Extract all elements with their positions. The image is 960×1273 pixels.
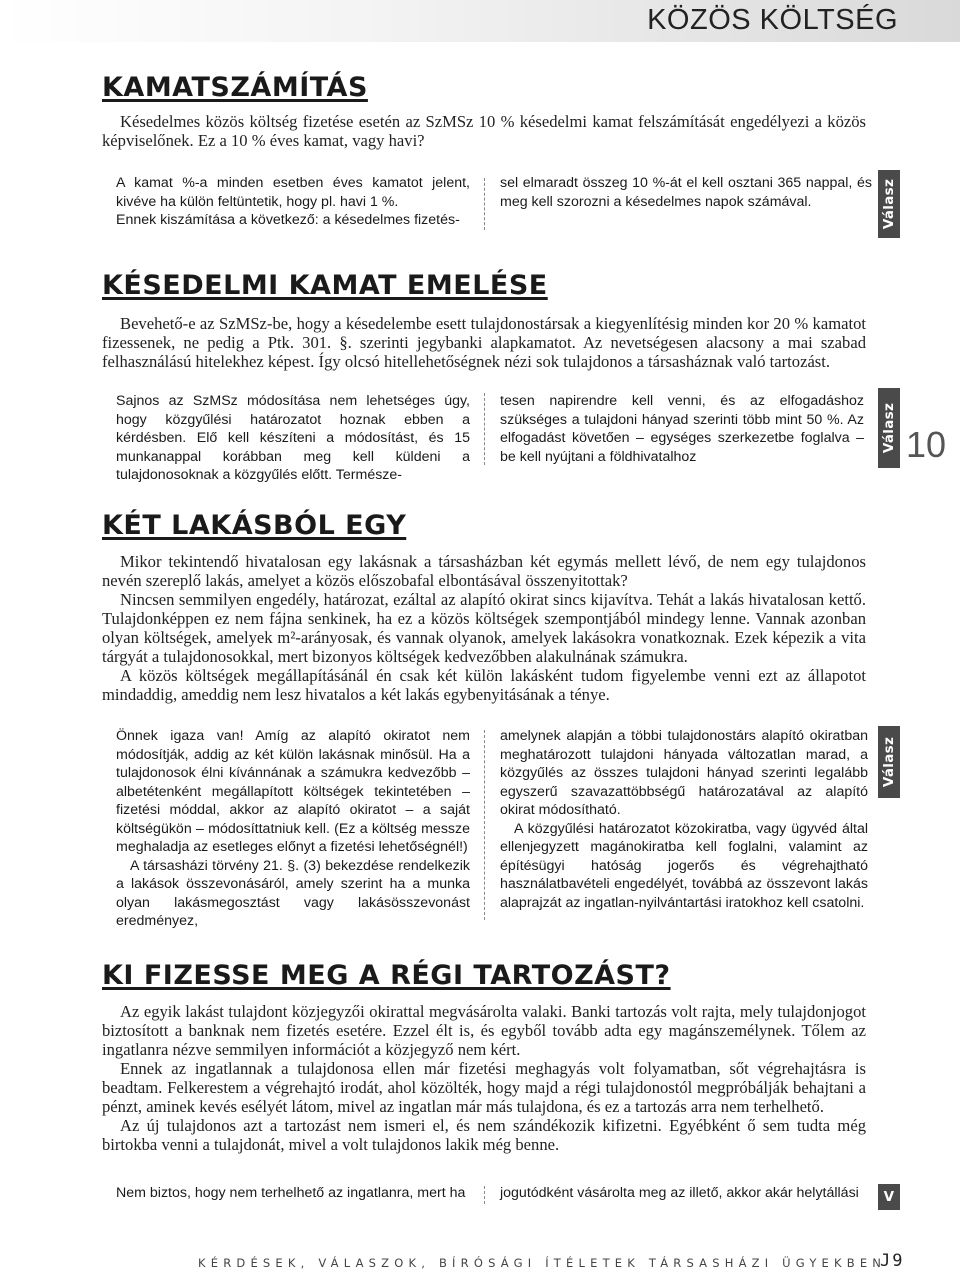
answer-paragraph: Nem biztos, hogy nem terhelhető az ingatlanra, mert ha — [116, 1185, 466, 1201]
answer-left-regi-tartozas — [116, 1184, 476, 1203]
footer-book-title: KÉRDÉSEK, VÁLASZOK, BÍRÓSÁGI ÍTÉLETEK TÁRSASHÁZI ÜGYEKBEN — [198, 1256, 887, 1270]
answer-left-kamatszamitas — [116, 174, 470, 230]
question-kesedelmi-kamat — [102, 314, 866, 371]
answer-paragraph: sel elmaradt összeg 10 %-át el kell osztani 365 nappal, és meg kell szorozni a késedelmes napok számával. — [500, 175, 872, 210]
page-number: J9 — [880, 1251, 905, 1271]
question-regi-tartozas — [102, 1002, 866, 1154]
question-kamatszamitas — [102, 112, 866, 150]
valasz-tab-short — [878, 1184, 900, 1210]
question-paragraph: Mikor tekintendő hivatalosan egy lakásnak a társasházban két egymás mellett lévő, de nem egy tulajdonos nevén szereplő lakás, amelyet a közös előszobafal elbontásával összenyitottak? — [102, 552, 866, 590]
answer-paragraph: jogutódként vásárolta meg az illető, akkor akár helytállási — [500, 1185, 859, 1201]
question-paragraph: Nincsen semmilyen engedély, határozat, ezáltal az alapító okirat sincs kijavítva. Tehát a lakás hivatalosan kettő. Tulajdonképpen ez nem fájna senkinek, ha ez a közös költségek szempontjából mindegy lenne. Vannak azonban olyan költségek, amelyek m²-arányosak, és vannak olyanok, amelyek lakásokra vonatkoznak. Ezek képezik a vita tárgyát a tulajdonosokkal, mert bizonyos költségek kedvezőbben alakulnának számukra. — [102, 590, 866, 666]
valasz-tab-label: Válasz — [881, 736, 897, 788]
valasz-tab — [878, 388, 900, 468]
answer-paragraph: Ennek kiszámítása a következő: a késedelmes fizetés- — [116, 212, 460, 228]
column-divider — [484, 178, 485, 230]
answer-right-kamatszamitas — [500, 174, 872, 211]
answer-paragraph: Önnek igaza van! Amíg az alapító okiratot nem módosítják, addig az két külön lakásnak minősül. Ha a tulajdonosok élni kívánnának a számukra kedvezőbb – albetétenként megállapított költségek tekintetében – fizetési móddal, akkor az alapító okiratot – a saját költségükön – módosíttatniuk kell. (Ez a költség messze meghaladja az esetleges előnyt a fizetési lehetőségnél!) — [116, 728, 470, 855]
question-paragraph: A közös költségek megállapításánál én csak két külön lakásként tudom figyelembe venni ezt az állapotot mindaddig, ameddig nem lesz hivatalos a két lakás egybenyitásának a ténye. — [102, 666, 866, 704]
question-paragraph: Bevehető-e az SzMSz-be, hogy a késedelembe esett tulajdonostársak a kiegyenlítésig minden kor 20 % kamatot fizessenek, ne pedig a Ptk. 301. §. szerinti jegybanki alapkamatot. Az nevetségesen alacsony a mai szabad felhasználású hitelekhez képest. Így olcsó hitellehetőségnek nézi sok tulajdonos a társasháznak való tartozást. — [102, 314, 866, 371]
section-heading-kesedelmi-kamat: KÉSEDELMI KAMAT EMELÉSE — [102, 270, 548, 301]
question-paragraph: Ennek az ingatlannak a tulajdonosa ellen már fizetési meghagyás volt folyamatban, sőt végrehajtásra is beadtam. Felkerestem a végrehajtó irodát, ahol közölték, hogy majd a régi tulajdonostól megpróbálják behajtani a pénzt, aminek kevés esélyét látom, mivel az ingatlan már más tulajdona, és ez a tartozás arra nem terhelhető. — [102, 1059, 866, 1116]
answer-paragraph: A közgyűlési határozatot közokiratba, vagy ügyvéd által ellenjegyzett magánokiratba kell foglalni, valamint az építésügyi hatóság jogerős és végrehajtható használatbavételi engedélyét, továbbá az összevont lakás alaprajzát az ingatlan-nyilvántartási iratokhoz kell csatolni. — [500, 820, 868, 911]
valasz-tab-label: Válasz — [881, 402, 897, 454]
side-page-number: 10 — [906, 424, 947, 465]
valasz-tab — [878, 726, 900, 798]
column-divider — [484, 393, 485, 465]
section-heading-regi-tartozas: KI FIZESSE MEG A RÉGI TARTOZÁST? — [102, 960, 671, 991]
question-paragraph: Késedelmes közös költség fizetése esetén az SzMSz 10 % késedelmi kamat felszámítását engedélyezi a közös képviselőnek. Ez a 10 % éves kamat, vagy havi? — [102, 112, 866, 150]
question-paragraph: Az új tulajdonos azt a tartozást nem ismeri el, és nem szándékozik kifizetni. Egyébként ő sem tudta még birtokba venni a tulajdonát, mivel a volt tulajdonos lakik még benne. — [102, 1116, 866, 1154]
answer-paragraph: Sajnos az SzMSz módosítása nem lehetséges úgy, hogy közgyűlési határozatot hoznak ebben a kérdésben. Elő kell készíteni a módosítást, és 15 munkanappal korábban meg kell küldeni a tulajdonosoknak a közgyűlés előtt. Természe- — [116, 393, 470, 483]
section-heading-ket-lakasbol-egy: KÉT LAKÁSBÓL EGY — [102, 510, 407, 541]
question-paragraph: Az egyik lakást tulajdont közjegyzői okirattal megvásárolta valaki. Banki tartozás volt rajta, mely tulajdonjogot biztosított a banknak nem fizetés esetére. Ezzel élt is, és egyből tovább adta egy magánszemélynek. Tőlem az ingatlanra nézve semmilyen információt a közjegyző nem kért. — [102, 1002, 866, 1059]
answer-right-ket-lakasbol-egy — [500, 727, 868, 912]
page-header-title: KÖZÖS KÖLTSÉG — [647, 4, 898, 36]
section-heading-kamatszamitas: KAMATSZÁMÍTÁS — [102, 72, 368, 103]
answer-left-ket-lakasbol-egy — [116, 727, 470, 931]
valasz-tab — [878, 170, 900, 238]
question-ket-lakasbol-egy — [102, 552, 866, 704]
valasz-tab-label: Válasz — [881, 178, 897, 230]
answer-paragraph: A kamat %-a minden esetben éves kamatot jelent, kivéve ha külön feltüntetik, hogy pl. havi 1 %. — [116, 175, 470, 210]
answer-right-kesedelmi-kamat — [500, 392, 864, 466]
answer-left-kesedelmi-kamat — [116, 392, 470, 485]
column-divider — [484, 1186, 485, 1204]
answer-paragraph: A társasházi törvény 21. §. (3) bekezdése rendelkezik a lakások összevonásáról, amely szerint ha a munka olyan lakásmegosztást vagy lakásösszevonást eredményez, — [116, 857, 470, 929]
valasz-tab-short-label: V — [883, 1189, 895, 1205]
column-divider — [484, 730, 485, 920]
answer-right-regi-tartozas — [500, 1184, 868, 1203]
answer-paragraph: tesen napirendre kell venni, és az elfogadáshoz szükséges a tulajdoni hányad szerinti több mint 50 %. Az elfogadást követően – egységes szerkezetbe foglalva – be kell nyújtani a földhivatalhoz — [500, 393, 864, 465]
answer-paragraph: amelynek alapján a többi tulajdonostárs alapító okiratban meghatározott tulajdoni hányada változatlan marad, a közgyűlés az összes tulajdoni hányad szerinti legalább egyszerű szavazattöbbségű határozatával az alapító okirat módosítható. — [500, 728, 868, 818]
